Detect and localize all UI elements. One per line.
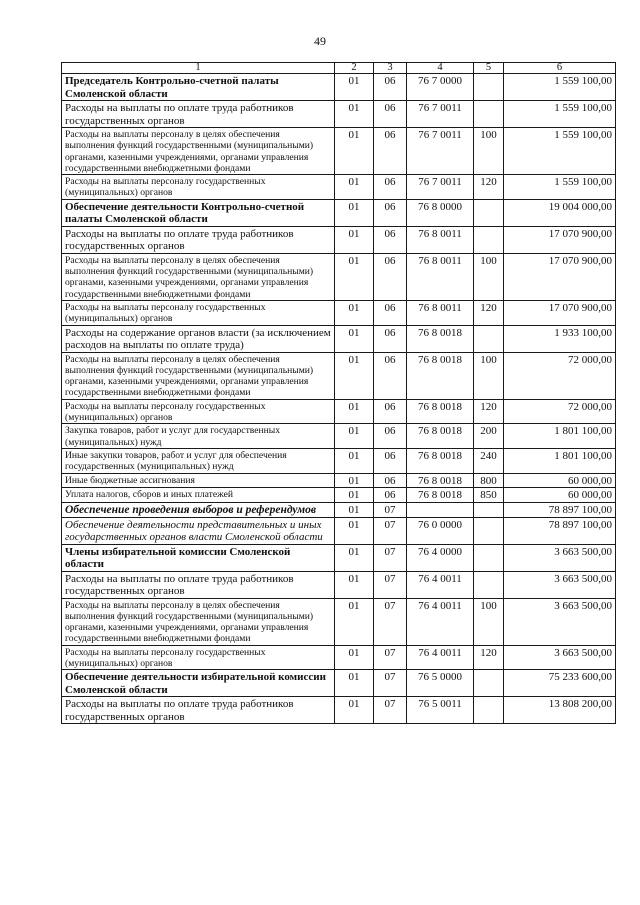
section-code: 01 xyxy=(335,300,374,325)
section-code: 01 xyxy=(335,325,374,352)
section-code: 01 xyxy=(335,199,374,226)
section-code: 01 xyxy=(335,399,374,424)
target-article-code: 76 8 0018 xyxy=(407,325,474,352)
expense-name: Расходы на содержание органов власти (за исключением расходов на выплаты по оплате труда) xyxy=(62,325,335,352)
expense-name: Расходы на выплаты персоналу государственных (муниципальных) органов xyxy=(62,399,335,424)
header-col-4: 4 xyxy=(407,63,474,74)
section-code: 01 xyxy=(335,598,374,645)
expense-name: Расходы на выплаты персоналу государственных (муниципальных) органов xyxy=(62,300,335,325)
expense-name: Расходы на выплаты персоналу в целях обеспечения выполнения функций государственными (муниципальными) органами, казенными учреждениями, органами управления государственными внебюджетными фондами xyxy=(62,352,335,399)
header-col-3: 3 xyxy=(374,63,407,74)
expense-type-code xyxy=(474,74,504,101)
section-code: 01 xyxy=(335,226,374,253)
subsection-code: 07 xyxy=(374,645,407,670)
table-row xyxy=(62,226,616,253)
amount: 17 070 900,00 xyxy=(504,226,616,253)
subsection-code: 07 xyxy=(374,502,407,517)
amount: 1 933 100,00 xyxy=(504,325,616,352)
subsection-code: 06 xyxy=(374,300,407,325)
target-article-code: 76 5 0011 xyxy=(407,697,474,724)
amount: 1 801 100,00 xyxy=(504,424,616,449)
section-code: 01 xyxy=(335,645,374,670)
subsection-code: 06 xyxy=(374,101,407,128)
table-row xyxy=(62,175,616,200)
section-code: 01 xyxy=(335,424,374,449)
section-code: 01 xyxy=(335,253,374,300)
subsection-code: 06 xyxy=(374,226,407,253)
expense-type-code xyxy=(474,670,504,697)
table-row xyxy=(62,598,616,645)
expense-type-code: 120 xyxy=(474,175,504,200)
table-row xyxy=(62,448,616,473)
target-article-code: 76 7 0000 xyxy=(407,74,474,101)
target-article-code: 76 4 0011 xyxy=(407,571,474,598)
header-col-5: 5 xyxy=(474,63,504,74)
subsection-code: 06 xyxy=(374,74,407,101)
expense-type-code: 100 xyxy=(474,598,504,645)
expense-name: Расходы на выплаты персоналу в целях обеспечения выполнения функций государственными (муниципальными) органами, казенными учреждениями, органами управления государственными внебюджетными фондами xyxy=(62,253,335,300)
table-row xyxy=(62,253,616,300)
expense-type-code xyxy=(474,325,504,352)
amount: 19 004 000,00 xyxy=(504,199,616,226)
table-row xyxy=(62,571,616,598)
amount: 60 000,00 xyxy=(504,473,616,488)
amount: 75 233 600,00 xyxy=(504,670,616,697)
table-row xyxy=(62,352,616,399)
subsection-code: 06 xyxy=(374,424,407,449)
budget-table-body xyxy=(62,63,616,724)
expense-type-code: 850 xyxy=(474,488,504,503)
amount: 72 000,00 xyxy=(504,352,616,399)
table-row xyxy=(62,488,616,503)
expense-name: Члены избирательной комиссии Смоленской области xyxy=(62,544,335,571)
amount: 60 000,00 xyxy=(504,488,616,503)
target-article-code: 76 0 0000 xyxy=(407,517,474,544)
amount: 3 663 500,00 xyxy=(504,544,616,571)
section-code: 01 xyxy=(335,488,374,503)
expense-name: Расходы на выплаты персоналу государственных (муниципальных) органов xyxy=(62,645,335,670)
header-col-6: 6 xyxy=(504,63,616,74)
expense-type-code xyxy=(474,199,504,226)
expense-type-code xyxy=(474,226,504,253)
expense-type-code xyxy=(474,502,504,517)
target-article-code: 76 8 0011 xyxy=(407,300,474,325)
target-article-code: 76 5 0000 xyxy=(407,670,474,697)
amount: 1 559 100,00 xyxy=(504,74,616,101)
expense-type-code: 240 xyxy=(474,448,504,473)
table-row xyxy=(62,325,616,352)
expense-type-code: 120 xyxy=(474,300,504,325)
table-row xyxy=(62,517,616,544)
target-article-code: 76 8 0018 xyxy=(407,473,474,488)
amount: 13 808 200,00 xyxy=(504,697,616,724)
target-article-code: 76 8 0018 xyxy=(407,448,474,473)
subsection-code: 06 xyxy=(374,448,407,473)
target-article-code: 76 8 0018 xyxy=(407,488,474,503)
section-code: 01 xyxy=(335,352,374,399)
target-article-code xyxy=(407,502,474,517)
expense-name: Иные закупки товаров, работ и услуг для обеспечения государственных (муниципальных) нужд xyxy=(62,448,335,473)
target-article-code: 76 7 0011 xyxy=(407,128,474,175)
table-header-row xyxy=(62,63,616,74)
expense-name: Расходы на выплаты по оплате труда работников государственных органов xyxy=(62,101,335,128)
header-col-2: 2 xyxy=(335,63,374,74)
amount: 1 559 100,00 xyxy=(504,101,616,128)
expense-name: Председатель Контрольно-счетной палаты Смоленской области xyxy=(62,74,335,101)
subsection-code: 06 xyxy=(374,253,407,300)
subsection-code: 06 xyxy=(374,473,407,488)
table-row xyxy=(62,502,616,517)
subsection-code: 07 xyxy=(374,670,407,697)
amount: 1 801 100,00 xyxy=(504,448,616,473)
amount: 72 000,00 xyxy=(504,399,616,424)
table-row xyxy=(62,544,616,571)
amount: 3 663 500,00 xyxy=(504,571,616,598)
header-col-1: 1 xyxy=(62,63,335,74)
expense-name: Расходы на выплаты по оплате труда работников государственных органов xyxy=(62,571,335,598)
expense-type-code xyxy=(474,517,504,544)
section-code: 01 xyxy=(335,502,374,517)
section-code: 01 xyxy=(335,670,374,697)
amount: 78 897 100,00 xyxy=(504,502,616,517)
subsection-code: 06 xyxy=(374,128,407,175)
amount: 3 663 500,00 xyxy=(504,645,616,670)
subsection-code: 06 xyxy=(374,175,407,200)
budget-table xyxy=(61,62,616,724)
target-article-code: 76 4 0000 xyxy=(407,544,474,571)
expense-name: Закупка товаров, работ и услуг для государственных (муниципальных) нужд xyxy=(62,424,335,449)
subsection-code: 06 xyxy=(374,352,407,399)
section-code: 01 xyxy=(335,74,374,101)
expense-type-code: 800 xyxy=(474,473,504,488)
section-code: 01 xyxy=(335,517,374,544)
target-article-code: 76 8 0000 xyxy=(407,199,474,226)
section-code: 01 xyxy=(335,473,374,488)
expense-type-code: 120 xyxy=(474,645,504,670)
table-row xyxy=(62,300,616,325)
target-article-code: 76 7 0011 xyxy=(407,175,474,200)
section-code: 01 xyxy=(335,571,374,598)
section-code: 01 xyxy=(335,448,374,473)
target-article-code: 76 8 0011 xyxy=(407,226,474,253)
target-article-code: 76 8 0018 xyxy=(407,399,474,424)
amount: 1 559 100,00 xyxy=(504,128,616,175)
target-article-code: 76 4 0011 xyxy=(407,645,474,670)
target-article-code: 76 4 0011 xyxy=(407,598,474,645)
subsection-code: 06 xyxy=(374,399,407,424)
table-row xyxy=(62,199,616,226)
expense-name: Иные бюджетные ассигнования xyxy=(62,473,335,488)
subsection-code: 07 xyxy=(374,544,407,571)
section-code: 01 xyxy=(335,175,374,200)
subsection-code: 06 xyxy=(374,199,407,226)
expense-type-code xyxy=(474,101,504,128)
target-article-code: 76 8 0018 xyxy=(407,424,474,449)
section-code: 01 xyxy=(335,697,374,724)
table-row xyxy=(62,399,616,424)
expense-name: Уплата налогов, сборов и иных платежей xyxy=(62,488,335,503)
page-number: 49 xyxy=(314,34,326,48)
section-code: 01 xyxy=(335,128,374,175)
expense-type-code: 100 xyxy=(474,352,504,399)
amount: 3 663 500,00 xyxy=(504,598,616,645)
table-row xyxy=(62,473,616,488)
table-row xyxy=(62,645,616,670)
target-article-code: 76 8 0011 xyxy=(407,253,474,300)
expense-name: Расходы на выплаты персоналу государственных (муниципальных) органов xyxy=(62,175,335,200)
expense-type-code: 120 xyxy=(474,399,504,424)
table-row xyxy=(62,697,616,724)
expense-name: Расходы на выплаты по оплате труда работников государственных органов xyxy=(62,697,335,724)
table-row xyxy=(62,424,616,449)
expense-type-code: 100 xyxy=(474,128,504,175)
expense-name: Расходы на выплаты по оплате труда работников государственных органов xyxy=(62,226,335,253)
expense-name: Расходы на выплаты персоналу в целях обеспечения выполнения функций государственными (муниципальными) органами, казенными учреждениями, органами управления государственными внебюджетными фондами xyxy=(62,128,335,175)
table-row xyxy=(62,74,616,101)
amount: 78 897 100,00 xyxy=(504,517,616,544)
subsection-code: 06 xyxy=(374,488,407,503)
subsection-code: 07 xyxy=(374,571,407,598)
expense-name: Обеспечение проведения выборов и референдумов xyxy=(62,502,335,517)
amount: 17 070 900,00 xyxy=(504,300,616,325)
subsection-code: 07 xyxy=(374,598,407,645)
table-row xyxy=(62,670,616,697)
expense-type-code xyxy=(474,697,504,724)
amount: 17 070 900,00 xyxy=(504,253,616,300)
expense-type-code xyxy=(474,571,504,598)
target-article-code: 76 7 0011 xyxy=(407,101,474,128)
table-row xyxy=(62,101,616,128)
amount: 1 559 100,00 xyxy=(504,175,616,200)
expense-type-code xyxy=(474,544,504,571)
expense-name: Обеспечение деятельности избирательной комиссии Смоленской области xyxy=(62,670,335,697)
subsection-code: 07 xyxy=(374,697,407,724)
section-code: 01 xyxy=(335,544,374,571)
section-code: 01 xyxy=(335,101,374,128)
expense-name: Расходы на выплаты персоналу в целях обеспечения выполнения функций государственными (муниципальными) органами, казенными учреждениями, органами управления государственными внебюджетными фондами xyxy=(62,598,335,645)
expense-type-code: 200 xyxy=(474,424,504,449)
subsection-code: 06 xyxy=(374,325,407,352)
expense-name: Обеспечение деятельности Контрольно-счетной палаты Смоленской области xyxy=(62,199,335,226)
target-article-code: 76 8 0018 xyxy=(407,352,474,399)
expense-type-code: 100 xyxy=(474,253,504,300)
subsection-code: 07 xyxy=(374,517,407,544)
table-row xyxy=(62,128,616,175)
expense-name: Обеспечение деятельности представительных и иных государственных органов власти Смоленской области xyxy=(62,517,335,544)
